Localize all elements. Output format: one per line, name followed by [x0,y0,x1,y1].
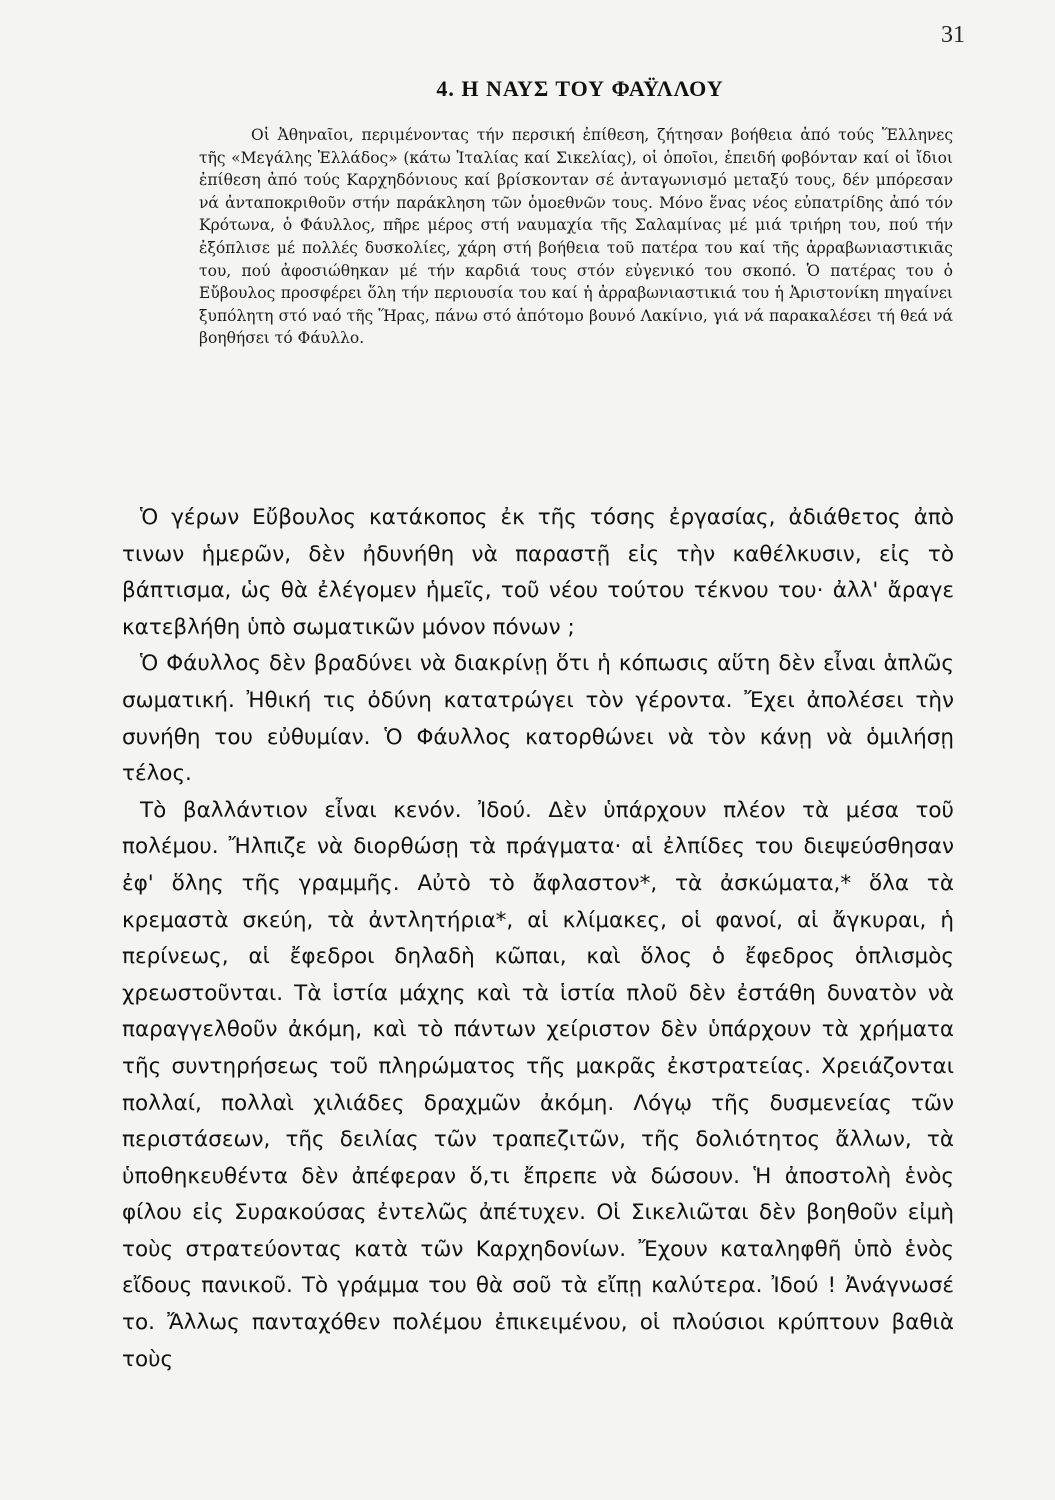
chapter-title: 4. Η ΝΑΥΣ ΤΟΥ ΦΑΫΛΛΟΥ [436,76,724,101]
body-paragraph: Ὁ γέρων Εὔβουλος κατάκοπος ἐκ τῆς τόσης ἐργασίας, ἀδιάθετος ἀπὸ τινων ἡμερῶν, δὲν ἠδυνήθη νὰ παραστῇ εἰς τὴν καθέλκυσιν, εἰς τὸ βάπτισμα, ὡς θὰ ἐλέγομεν ἡμεῖς, τοῦ νέου τούτου τέκνου του· ἀλλ' ἄραγε κατεβλήθη ὑπὸ σωματικῶν μόνον πόνων ; [122,505,954,640]
intro-paragraph: Οἱ Ἀθηναῖοι, περιμένοντας τήν περσική ἐπίθεση, ζήτησαν βοήθεια ἀπό τούς Ἕλληνες τῆς «Μεγάλης Ἑλλάδος» (κάτω Ἰταλίας καί Σικελίας), οἱ ὁποῖοι, ἐπειδή φοβόνταν καί οἱ ἴδιοι ἐπίθεση ἀπό τούς Καρχηδόνιους καί βρίσκονταν σέ ἀνταγωνισμό μεταξύ τους, δέν μπόρεσαν νά ἀνταποκριθοῦν στήν παράκληση τῶν ὁμοεθνῶν τους. Μόνο ἕνας νέος εὐπατρίδης ἀπό τόν Κρότωνα, ὁ Φάυλλος, πῆρε μέρος στή ναυμαχία τῆς Σαλαμίνας μέ μιά τριήρη του, πού τήν ἐξόπλισε μέ πολλές δυσκολίες, χάρη στή βοήθεια τοῦ πατέρα του καί τῆς ἀρραβωνιαστικιᾶς του, πού ἀφοσιώθηκαν μέ τήν καρδιά τους στόν εὐγενικό του σκοπό. Ὁ πατέρας του ὁ Εὔβουλος προσφέρει ὅλη τήν περιουσία του καί ἡ ἀρραβωνιαστικιά του ἡ Ἀριστονίκη πηγαίνει ξυπόλητη στό ναό τῆς Ἥρας, πάνω στό ἀπότομο βουνό Λακίνιο, γιά νά παρακαλέσει τή θεά νά βοηθήσει τό Φάυλλο. [199,126,953,348]
body-paragraph: Τὸ βαλλάντιον εἶναι κενόν. Ἰδού. Δὲν ὑπάρχουν πλέον τὰ μέσα τοῦ πολέμου. Ἤλπιζε νὰ διορθώσῃ τὰ πράγματα· αἱ ἐλπίδες του διεψεύσθησαν ἐφ' ὅλης τῆς γραμμῆς. Αὐτὸ τὸ ἄφλαστον*, τὰ ἀσκώματα,* ὅλα τὰ κρεμαστὰ σκεύη, τὰ ἀντλητήρια*, αἱ κλίμακες, οἱ φανοί, αἱ ἄγκυραι, ἡ περίνεως, αἱ ἔφεδροι δηλαδὴ κῶπαι, καὶ ὅλος ὁ ἔφεδρος ὁπλισμὸς χρεωστοῦνται. Τὰ ἱστία μάχης καὶ τὰ ἱστία πλοῦ δὲν ἐστάθη δυνατὸν νὰ παραγγελθοῦν ἀκόμη, καὶ τὸ πάντων χείριστον δὲν ὑπάρχουν τὰ χρήματα τῆς συντηρήσεως τοῦ πληρώματος τῆς μακρᾶς ἐκστρατείας. Χρειάζονται πολλαί, πολλαὶ χιλιάδες δραχμῶν ἀκόμη. Λόγῳ τῆς δυσμενείας τῶν περιστάσεων, τῆς δειλίας τῶν τραπεζιτῶν, τῆς δολιότητος ἄλλων, τὰ ὑποθηκευθέντα δὲν ἀπέφεραν ὅ,τι ἔπρεπε νὰ δώσουν. Ἡ ἀποστολὴ ἑνὸς φίλου εἰς Συρακούσας ἐντελῶς ἀπέτυχεν. Οἱ Σικελιῶται δὲν βοηθοῦν εἰμὴ τοὺς στρατεύοντας κατὰ τῶν Καρχηδονίων. Ἔχουν καταληφθῆ ὑπὸ ἑνὸς εἴδους πανικοῦ. Τὸ γράμμα του θὰ σοῦ τὰ εἴπῃ καλύτερα. Ἰδού ! Ἀνάγνωσέ το. Ἄλλως πανταχόθεν πολέμου ἐπικειμένου, οἱ πλούσιοι κρύπτουν βαθιὰ τοὺς [122,797,954,1372]
main-text [122,500,954,1378]
body-paragraph: Ὁ Φάυλλος δὲν βραδύνει νὰ διακρίνῃ ὅτι ἡ κόπωσις αὕτη δὲν εἶναι ἁπλῶς σωματική. Ἠθική τις ὀδύνη κατατρώγει τὸν γέροντα. Ἔχει ἀπολέσει τὴν συνήθη του εὐθυμίαν. Ὁ Φάυλλος κατορθώνει νὰ τὸν κάνῃ νὰ ὁμιλήσῃ τέλος. [122,651,954,787]
page-number: 31 [941,22,965,48]
intro-summary [199,124,953,350]
